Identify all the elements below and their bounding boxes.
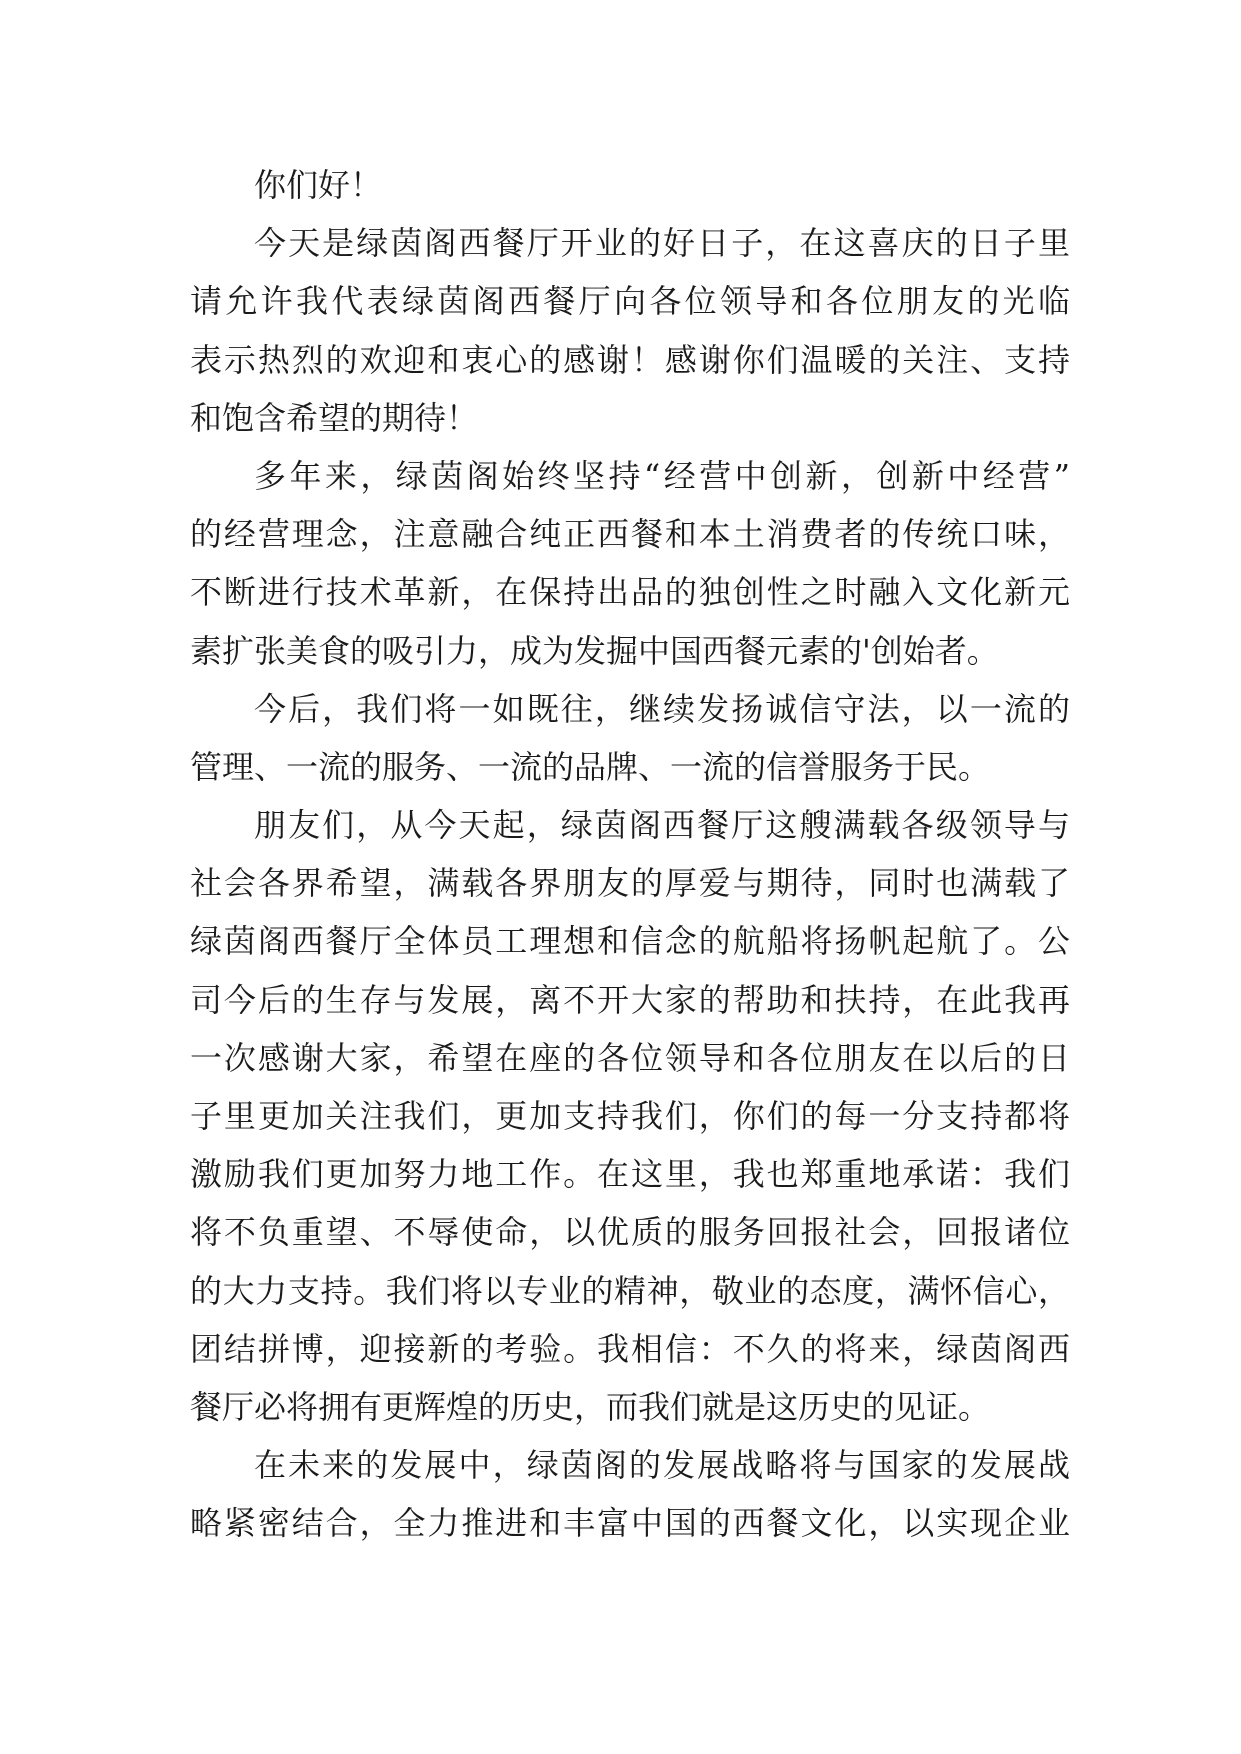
text-line: 多年来，绿茵阁始终坚持“经营中创新，创新中经营”: [254, 456, 1070, 495]
text-line: 子里更加关注我们，更加支持我们，你们的每一分支持都将: [190, 1097, 1070, 1135]
text-line: 素扩张美食的吸引力，成为发掘中国西餐元素的'创始者。: [190, 631, 999, 670]
paragraph-welcome: [190, 214, 1070, 447]
text-line: 绿茵阁西餐厅全体员工理想和信念的航船将扬帆起航了。公: [190, 922, 1070, 961]
speech-text: [190, 156, 1070, 1553]
text-line: 将不负重望、不辱使命，以优质的服务回报社会，回报诸位: [190, 1213, 1070, 1252]
text-line: 激励我们更加努力地工作。在这里，我也郑重地承诺：我们: [190, 1155, 1070, 1194]
text-line: 请允许我代表绿茵阁西餐厅向各位领导和各位朋友的光临: [190, 282, 1070, 321]
text-line: 在未来的发展中，绿茵阁的发展战略将与国家的发展战: [254, 1446, 1070, 1485]
paragraph-friends: [190, 796, 1070, 1436]
text-line: 司今后的生存与发展，离不开大家的帮助和扶持，在此我再: [190, 980, 1070, 1019]
paragraph-strategy: [190, 1436, 1070, 1552]
text-line: 今天是绿茵阁西餐厅开业的好日子，在这喜庆的日子里: [254, 224, 1070, 263]
text-line: 朋友们，从今天起，绿茵阁西餐厅这艘满载各级领导与: [254, 806, 1070, 845]
text-line: 和饱含希望的期待！: [190, 398, 479, 437]
text-line: 的经营理念，注意融合纯正西餐和本土消费者的传统口味，: [190, 515, 1070, 554]
text-line: 略紧密结合，全力推进和丰富中国的西餐文化，以实现企业: [190, 1504, 1070, 1543]
text-line: 今后，我们将一如既往，继续发扬诚信守法，以一流的: [254, 689, 1070, 728]
text-line: 管理、一流的服务、一流的品牌、一流的信誉服务于民。: [190, 747, 991, 786]
text-line: 的大力支持。我们将以专业的精神，敬业的态度，满怀信心，: [190, 1271, 1070, 1310]
text-line: 你们好！: [254, 166, 383, 204]
paragraph-future: [190, 680, 1070, 796]
paragraph-history: [190, 447, 1070, 680]
text-line: 一次感谢大家，希望在座的各位领导和各位朋友在以后的日: [190, 1038, 1070, 1077]
paragraph-greeting: [190, 156, 1070, 214]
text-line: 餐厅必将拥有更辉煌的历史，而我们就是这历史的见证。: [190, 1387, 991, 1426]
text-line: 社会各界希望，满载各界朋友的厚爱与期待，同时也满载了: [190, 864, 1070, 903]
text-line: 表示热烈的欢迎和衷心的感谢！感谢你们温暖的关注、支持: [190, 340, 1070, 379]
text-line: 不断进行技术革新，在保持出品的独创性之时融入文化新元: [190, 573, 1070, 612]
text-line: 团结拼博，迎接新的考验。我相信：不久的将来，绿茵阁西: [190, 1329, 1070, 1368]
